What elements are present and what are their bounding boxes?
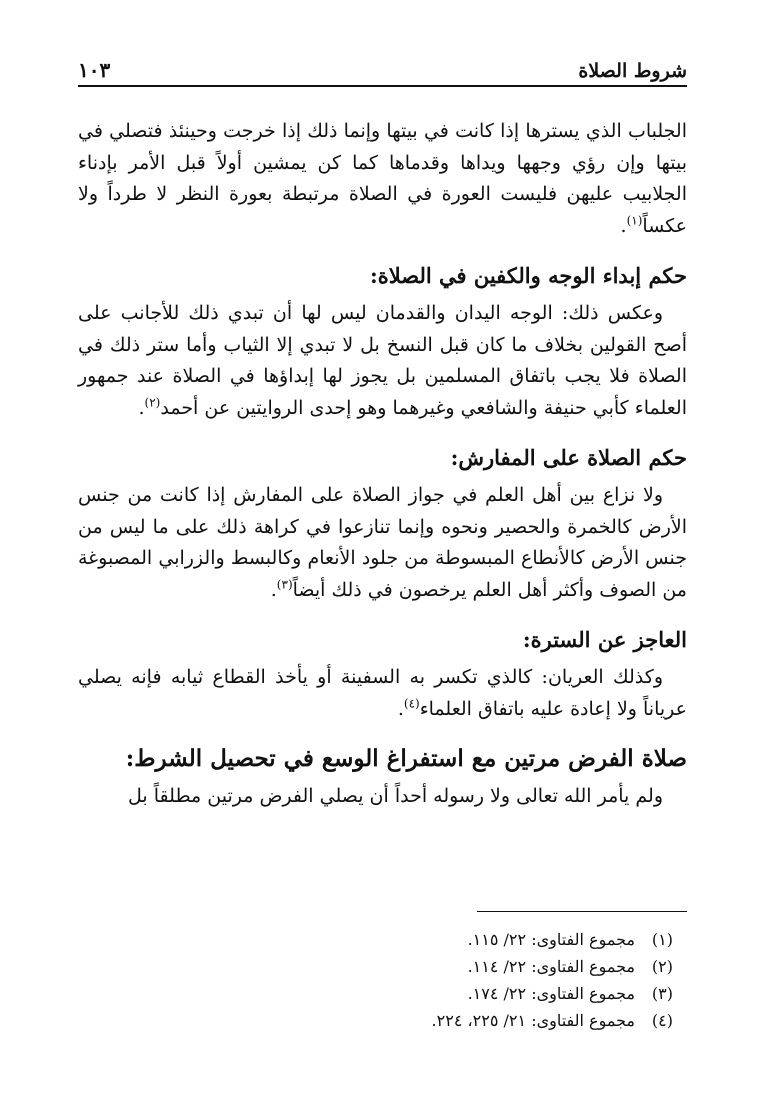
footnote [250,1007,673,1034]
footnote-number: (٤) [651,1011,673,1030]
footnote-ref[interactable]: (٣) [276,577,293,592]
page-number: ١٠٣ [78,58,111,82]
footnote-number: (١) [651,930,673,949]
footnote-ref[interactable]: (٤) [403,696,420,711]
footnote-text: مجموع الفتاوى: ٢٢/ ١١٥. [467,930,635,949]
paragraph-text: وكذلك العريان: كالذي تكسر به السفينة أو يأخذ القطاع ثيابه فإنه يصلي عرياناً ولا إعادة عليه باتفاق العلماء [78,665,687,720]
footnote-text: مجموع الفتاوى: ٢١/ ٢٢٥، ٢٢٤. [431,1011,635,1030]
header-divider [78,85,687,87]
section-heading: حكم الصلاة على المفارش: [450,445,687,471]
footnote-ref[interactable]: (٢) [144,395,161,410]
footnote-number: (٣) [651,984,673,1003]
paragraph-end: . [138,396,145,419]
paragraph-text: وعكس ذلك: الوجه اليدان والقدمان ليس لها أن تبدي ذلك للأجانب على أصح القولين بخلاف ما كان قبل النسخ بل لا تبدي إلا الثياب وأما ستر ذلك في الصلاة فلا يجب باتفاق المسلمين بل يجوز لها إبداؤها في الصلاة عند جمهور العلماء كأبي حنيفة والشافعي وغيرهما وهو إحدى الروايتين عن أحمد [78,301,687,419]
paragraph-4 [78,662,687,725]
paragraph-text: الجلباب الذي يسترها إذا كانت في بيتها وإنما ذلك إذا خرجت وحينئذ فتصلي في بيتها وإن رؤي وجهها ويداها وقدماها كما كن يمشين أولاً قبل الأمر بإدناء الجلابيب عليهن فليست العورة في الصلاة مرتبطة بعورة النظر لا طرداً ولا عكساً [78,120,687,237]
section-heading: صلاة الفرض مرتين مع استفراغ الوسع في تحصيل الشرط: [125,745,687,773]
footnote-number: (٢) [651,957,673,976]
running-title: شروط الصلاة [578,60,687,82]
footnote [250,980,673,1007]
footnote-text: مجموع الفتاوى: ٢٢/ ١١٤. [467,957,635,976]
paragraph-text: ولا نزاع بين أهل العلم في جواز الصلاة على المفارش إذا كانت من جنس الأرض كالخمرة والحصير ونحوه وإنما تنازعوا في كراهة ذلك على ما ليس من جنس الأرض كالأنطاع المبسوطة من جلود الأنعام وكالبسط والزرابي المصبوغة من الصوف وأكثر أهل العلم يرخصون في ذلك أيضاً [78,483,687,601]
paragraph-end: . [397,697,404,720]
paragraph-end: . [270,578,277,601]
paragraph-3 [78,480,687,606]
paragraph-text: ولم يأمر الله تعالى ولا رسوله أحداً أن يصلي الفرض مرتين مطلقاً بل [128,784,663,807]
footnote [250,926,673,953]
footnote-text: مجموع الفتاوى: ٢٢/ ١٧٤. [467,984,635,1003]
footnote-divider [477,911,687,912]
running-header [78,52,687,82]
paragraph-2 [78,298,687,424]
footnote-ref[interactable]: (١) [626,213,643,228]
main-text [78,116,687,812]
footnote [250,953,673,980]
footnotes-list [250,926,673,1034]
paragraph-end: . [620,214,627,237]
paragraph-1 [78,116,687,242]
paragraph-5 [78,781,687,813]
section-heading: العاجز عن السترة: [522,627,687,653]
section-heading: حكم إبداء الوجه والكفين في الصلاة: [369,263,687,289]
